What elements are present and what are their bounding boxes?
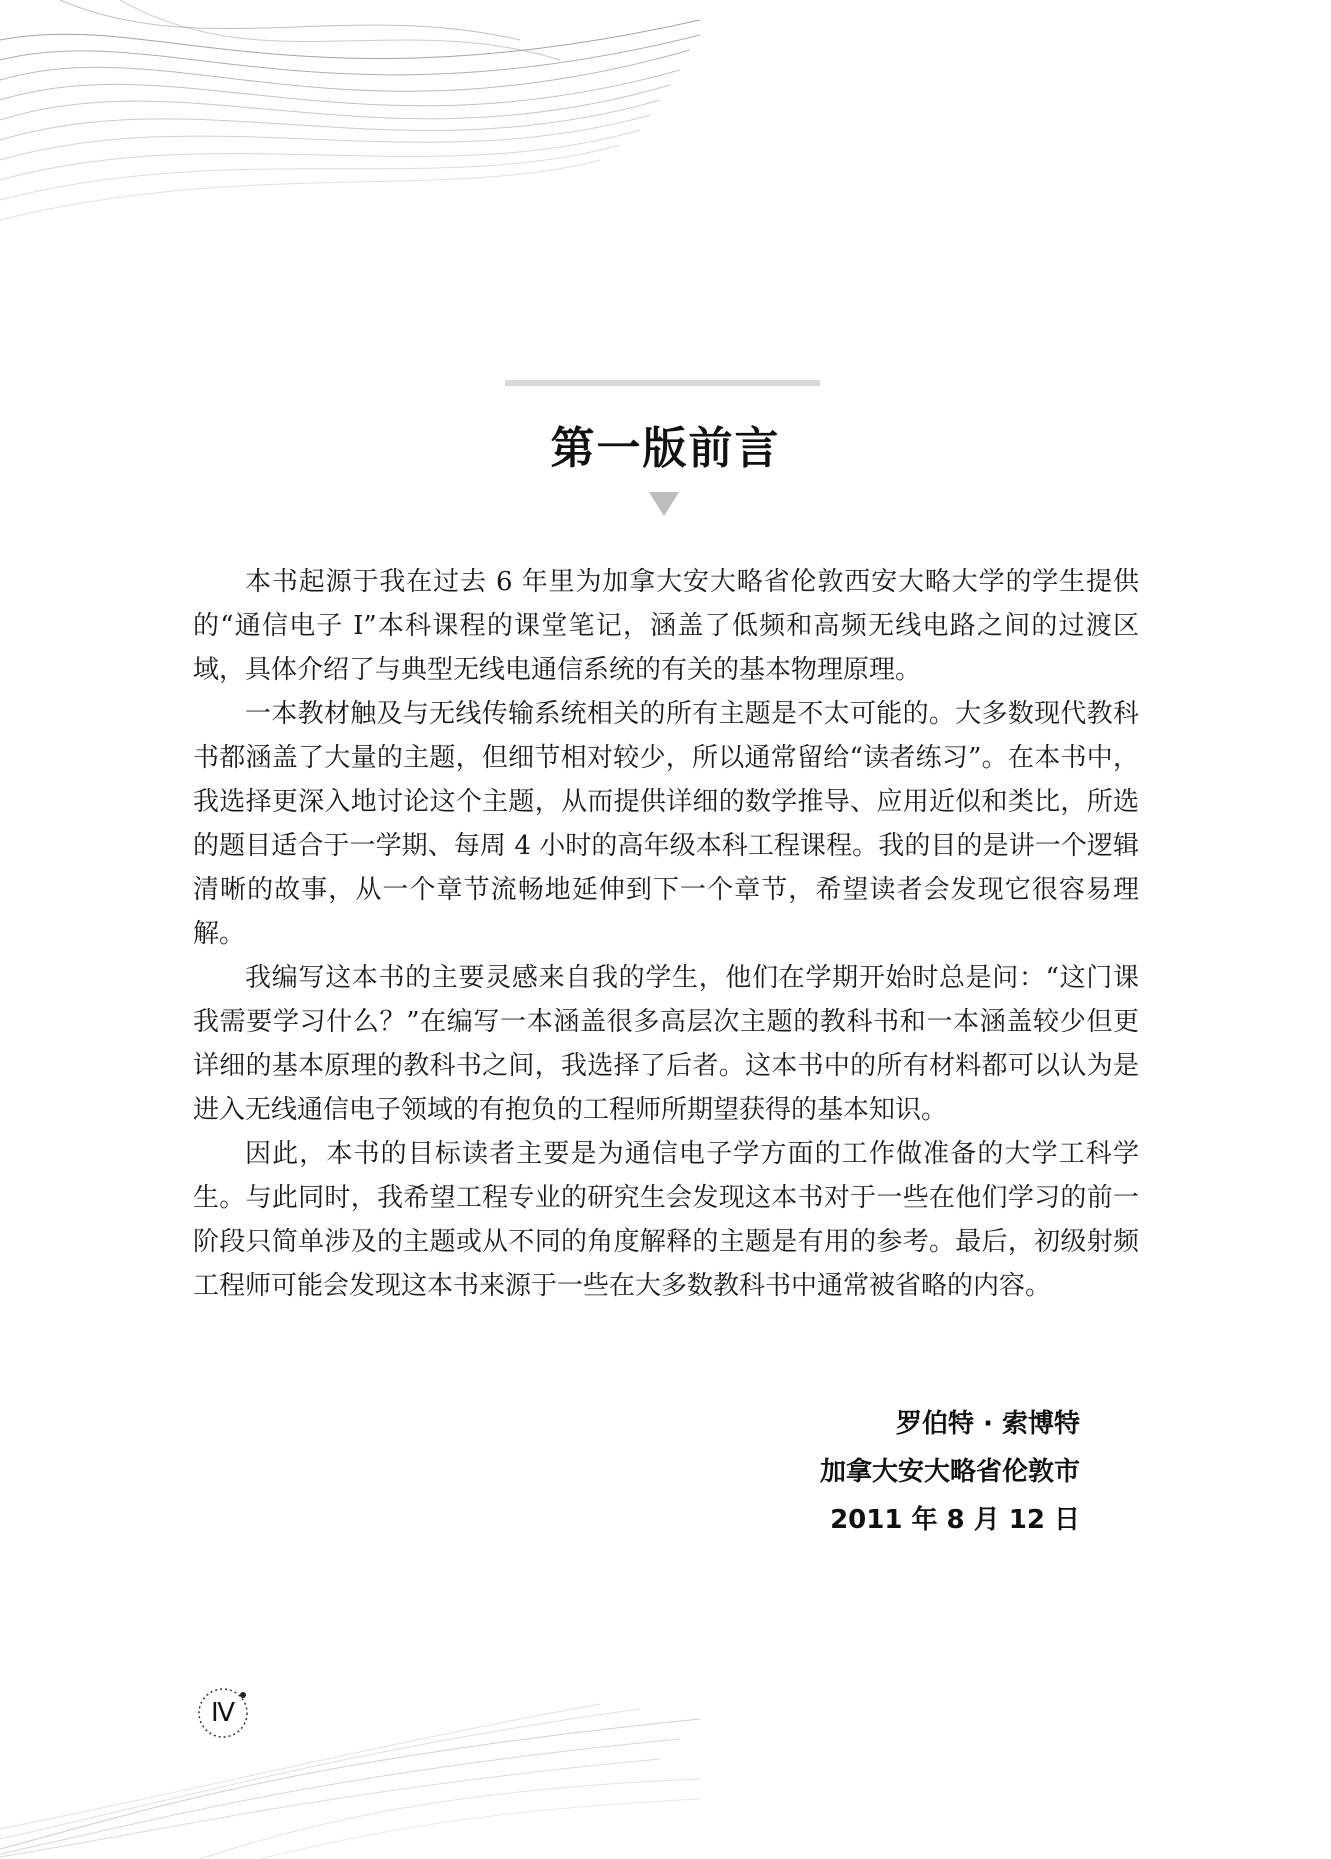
signature-block — [700, 1400, 1080, 1544]
page-title: 第一版前言 — [550, 423, 781, 474]
author-location: 加拿大安大略省伦敦市 — [819, 1457, 1080, 1487]
paragraph: 一本教材触及与无线传输系统相关的所有主题是不太可能的。大多数现代教科书都涵盖了大量的主题，但细节相对较少，所以通常留给“读者练习”。在本书中，我选择更深入地讨论这个主题，从而提供详细的数学推导、应用近似和类比，所选的题目适合于一学期、每周 4 小时的高年级本科工程课程。我的目的是讲一个逻辑清晰的故事，从一个章节流畅地延伸到下一个章节，希望读者会发现它很容易理解。 — [193, 699, 1139, 949]
page-number-badge — [196, 1686, 250, 1740]
paragraph: 我编写这本书的主要灵感来自我的学生，他们在学期开始时总是问：“这门课我需要学习什么？”在编写一本涵盖很多高层次主题的教科书和一本涵盖较少但更详细的基本原理的教科书之间，我选择了后者。这本书中的所有材料都可以认为是进入无线通信电子领域的有抱负的工程师所期望获得的基本知识。 — [193, 963, 1139, 1125]
page-number: Ⅳ — [211, 1698, 235, 1728]
paragraph: 因此，本书的目标读者主要是为通信电子学方面的工作做准备的大学工科学生。与此同时，我希望工程专业的研究生会发现这本书对于一些在他们学习的前一阶段只简单涉及的主题或从不同的角度解释的主题是有用的参考。最后，初级射频工程师可能会发现这本书来源于一些在大多数教科书中通常被省略的内容。 — [193, 1139, 1139, 1301]
paragraph: 本书起源于我在过去 6 年里为加拿大安大略省伦敦西安大略大学的学生提供的“通信电子 I”本科课程的课堂笔记，涵盖了低频和高频无线电路之间的过渡区域，具体介绍了与典型无线电通信系统的有关的基本物理原理。 — [193, 567, 1139, 685]
title-rule — [505, 380, 820, 386]
decorative-waves-bottom — [0, 1699, 700, 1859]
preface-body — [193, 560, 1139, 1308]
decorative-waves-top — [0, 0, 700, 240]
signature-date: 2011 年 8 月 12 日 — [830, 1505, 1080, 1535]
author-name: 罗伯特 · 索博特 — [896, 1409, 1080, 1439]
triangle-down-icon — [649, 492, 679, 516]
